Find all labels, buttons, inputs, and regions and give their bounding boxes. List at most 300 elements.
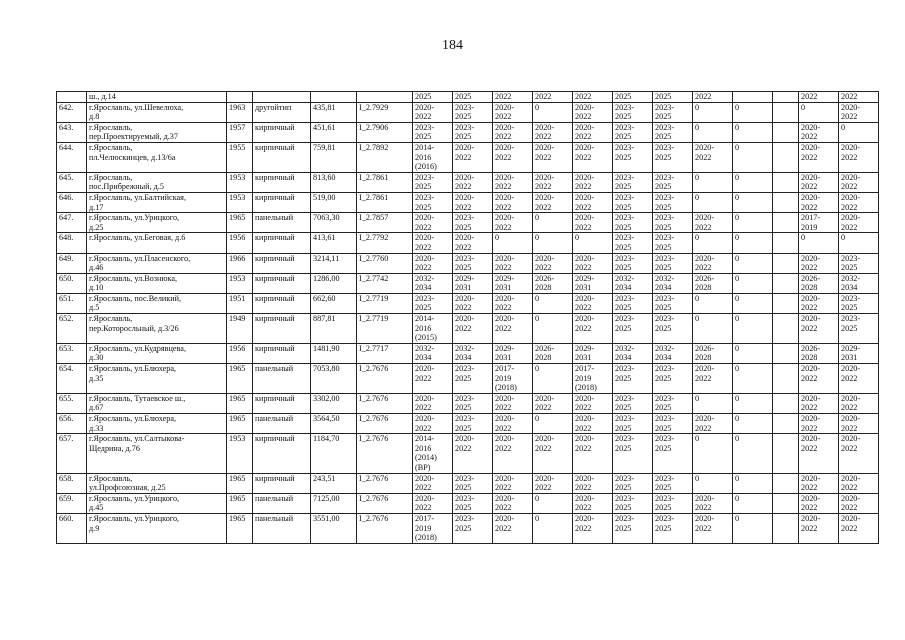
period-cell: 0 [733, 142, 773, 172]
period-cell: 0 [533, 213, 573, 233]
period-cell: 0 [693, 434, 733, 473]
year-cell: 1965 [227, 414, 253, 434]
period-cell: 2032- 2034 [653, 343, 693, 363]
period-cell: 2020- 2022 [693, 513, 733, 543]
period-cell: 2020- 2022 [839, 364, 879, 394]
period-cell: 2022 [493, 92, 533, 103]
period-cell: 2020- 2022 [799, 473, 839, 493]
period-cell: 0 [733, 513, 773, 543]
area-cell: 813,60 [311, 172, 357, 192]
period-cell: 2020- 2022 [453, 192, 493, 212]
address-cell: г.Ярославль, ул.Кудрявцева, д.30 [87, 343, 227, 363]
area-cell: 519,00 [311, 192, 357, 212]
period-cell [773, 473, 799, 493]
period-cell: 2023- 2025 [613, 293, 653, 313]
period-cell: 2023- 2025 [453, 513, 493, 543]
period-cell: 2017- 2019 (2018) [573, 364, 613, 394]
period-cell: 2020- 2022 [413, 233, 453, 253]
period-cell: 0 [533, 293, 573, 313]
period-cell: 0 [693, 473, 733, 493]
period-cell: 2020- 2022 [693, 364, 733, 394]
period-cell: 2020- 2022 [533, 142, 573, 172]
period-cell: 2025 [653, 92, 693, 103]
period-cell: 2032- 2034 [653, 273, 693, 293]
year-cell: 1949 [227, 314, 253, 344]
period-cell: 2017- 2019 (2018) [493, 364, 533, 394]
period-cell: 0 [693, 192, 733, 212]
period-cell: 2023- 2025 [653, 192, 693, 212]
period-cell [773, 434, 799, 473]
period-cell: 2020- 2022 [413, 213, 453, 233]
period-cell [773, 393, 799, 413]
period-cell: 2020- 2022 [799, 493, 839, 513]
code-cell: I_2.7676 [357, 434, 413, 473]
year-cell: 1963 [227, 102, 253, 122]
period-cell: 2023- 2025 [413, 192, 453, 212]
period-cell: 2020- 2022 [493, 293, 533, 313]
address-cell: г.Ярославль, пос.Прибрежный, д.5 [87, 172, 227, 192]
period-cell: 2020- 2022 [533, 192, 573, 212]
row-number: 647. [57, 213, 87, 233]
period-cell: 2020- 2022 [573, 142, 613, 172]
year-cell: 1966 [227, 253, 253, 273]
period-cell: 2014- 2016 (2014) (ВР) [413, 434, 453, 473]
period-cell: 0 [733, 213, 773, 233]
wall-material-cell: панельный [253, 364, 311, 394]
period-cell: 2023- 2025 [453, 493, 493, 513]
period-cell: 2020- 2022 [453, 293, 493, 313]
period-cell: 2020- 2022 [413, 253, 453, 273]
period-cell: 2032- 2034 [413, 273, 453, 293]
period-cell: 2020- 2022 [799, 142, 839, 172]
area-cell: 413,61 [311, 233, 357, 253]
code-cell: I_2.7760 [357, 253, 413, 273]
year-cell: 1956 [227, 343, 253, 363]
period-cell [773, 213, 799, 233]
period-cell: 0 [733, 364, 773, 394]
wall-material-cell: панельный [253, 493, 311, 513]
area-cell: 662,60 [311, 293, 357, 313]
table-row [57, 213, 879, 233]
period-cell: 2029- 2031 [839, 343, 879, 363]
period-cell: 2020- 2022 [493, 314, 533, 344]
period-cell [773, 142, 799, 172]
code-cell: I_2.7861 [357, 192, 413, 212]
period-cell: 2025 [613, 92, 653, 103]
period-cell: 2020- 2022 [453, 172, 493, 192]
table-row [57, 513, 879, 543]
year-cell: 1965 [227, 473, 253, 493]
address-cell: г.Ярославль, Тутаевское ш., д.67 [87, 393, 227, 413]
wall-material-cell: кирпичный [253, 253, 311, 273]
row-number: 659. [57, 493, 87, 513]
row-number: 656. [57, 414, 87, 434]
period-cell: 0 [733, 102, 773, 122]
period-cell: 0 [733, 192, 773, 212]
period-cell: 2022 [573, 92, 613, 103]
table-row [57, 192, 879, 212]
period-cell: 2017- 2019 (2018) [413, 513, 453, 543]
period-cell: 2020- 2022 [573, 172, 613, 192]
code-cell: I_2.7676 [357, 364, 413, 394]
period-cell: 2020- 2022 [573, 293, 613, 313]
period-cell [773, 253, 799, 273]
period-cell: 2023- 2025 [839, 293, 879, 313]
period-cell: 2023- 2025 [613, 253, 653, 273]
row-number: 660. [57, 513, 87, 543]
period-cell: 2023- 2025 [613, 122, 653, 142]
table-row [57, 414, 879, 434]
wall-material-cell: панельный [253, 513, 311, 543]
period-cell: 2026- 2028 [533, 343, 573, 363]
wall-material-cell: панельный [253, 414, 311, 434]
period-cell: 2023- 2025 [453, 414, 493, 434]
period-cell: 0 [733, 253, 773, 273]
wall-material-cell: кирпичный [253, 273, 311, 293]
period-cell: 2026- 2028 [799, 273, 839, 293]
period-cell: 2023- 2025 [653, 102, 693, 122]
code-cell: I_2.7676 [357, 473, 413, 493]
period-cell: 2020- 2022 [493, 393, 533, 413]
period-cell: 2023- 2025 [613, 493, 653, 513]
period-cell: 2020- 2022 [799, 293, 839, 313]
period-cell: 0 [693, 314, 733, 344]
row-number: 653. [57, 343, 87, 363]
period-cell: 2020- 2022 [799, 253, 839, 273]
period-cell: 0 [533, 102, 573, 122]
period-cell: 2020- 2022 [573, 393, 613, 413]
code-cell: I_2.7792 [357, 233, 413, 253]
period-cell: 0 [693, 122, 733, 142]
period-cell: 2020- 2022 [493, 253, 533, 273]
period-cell: 2020- 2022 [839, 213, 879, 233]
period-cell: 2020- 2022 [573, 493, 613, 513]
year-cell: 1953 [227, 172, 253, 192]
period-cell: 2023- 2025 [839, 253, 879, 273]
period-cell: 2023- 2025 [453, 213, 493, 233]
period-cell: 2020- 2022 [493, 473, 533, 493]
period-cell: 2020- 2022 [533, 253, 573, 273]
period-cell: 2020- 2022 [693, 213, 733, 233]
table-row [57, 364, 879, 394]
period-cell: 2023- 2025 [653, 172, 693, 192]
period-cell: 2020- 2022 [493, 513, 533, 543]
period-cell: 2020- 2022 [573, 414, 613, 434]
period-cell: 2020- 2022 [799, 172, 839, 192]
period-cell: 2020- 2022 [573, 473, 613, 493]
period-cell: 0 [533, 513, 573, 543]
period-cell: 2020- 2022 [839, 414, 879, 434]
period-cell: 2020- 2022 [453, 233, 493, 253]
period-cell: 2020- 2022 [799, 314, 839, 344]
period-cell: 0 [733, 493, 773, 513]
repair-schedule-table [56, 91, 879, 544]
period-cell: 2023- 2025 [653, 213, 693, 233]
area-cell: 887,81 [311, 314, 357, 344]
table-row [57, 142, 879, 172]
period-cell: 2020- 2022 [413, 473, 453, 493]
period-cell: 2020- 2022 [453, 434, 493, 473]
period-cell: 2022 [839, 92, 879, 103]
row-number: 652. [57, 314, 87, 344]
period-cell: 2023- 2025 [453, 102, 493, 122]
code-cell: I_2.7676 [357, 393, 413, 413]
wall-material-cell: кирпичный [253, 122, 311, 142]
table-row [57, 92, 879, 103]
area-cell: 1481,90 [311, 343, 357, 363]
period-cell: 0 [733, 233, 773, 253]
area-cell: 3214,11 [311, 253, 357, 273]
period-cell: 2023- 2025 [653, 434, 693, 473]
period-cell: 2029- 2031 [493, 273, 533, 293]
period-cell: 2020- 2022 [693, 493, 733, 513]
wall-material-cell: другойтип [253, 102, 311, 122]
period-cell: 2023- 2025 [613, 102, 653, 122]
period-cell: 2023- 2025 [653, 393, 693, 413]
year-cell: 1965 [227, 513, 253, 543]
address-cell: г.Ярославль, пер.Которосльный, д.3/26 [87, 314, 227, 344]
wall-material-cell: кирпичный [253, 192, 311, 212]
area-cell: 3551,00 [311, 513, 357, 543]
period-cell: 2020- 2022 [693, 414, 733, 434]
period-cell: 2020- 2022 [693, 253, 733, 273]
period-cell: 2020- 2022 [573, 213, 613, 233]
year-cell [227, 92, 253, 103]
year-cell: 1965 [227, 493, 253, 513]
period-cell: 2023- 2025 [653, 513, 693, 543]
row-number: 650. [57, 273, 87, 293]
period-cell: 0 [693, 172, 733, 192]
period-cell: 2023- 2025 [653, 414, 693, 434]
wall-material-cell [253, 92, 311, 103]
period-cell: 2020- 2022 [839, 142, 879, 172]
period-cell: 2023- 2025 [613, 314, 653, 344]
row-number: 655. [57, 393, 87, 413]
period-cell: 2020- 2022 [799, 414, 839, 434]
period-cell [773, 122, 799, 142]
period-cell: 2020- 2022 [493, 102, 533, 122]
table-row [57, 122, 879, 142]
period-cell: 2032- 2034 [839, 273, 879, 293]
table-row [57, 102, 879, 122]
year-cell: 1957 [227, 122, 253, 142]
period-cell: 2020- 2022 [573, 122, 613, 142]
period-cell: 2020- 2022 [573, 192, 613, 212]
address-cell: г.Ярославль, ул.Профсоюзная, д.25 [87, 473, 227, 493]
address-cell: г.Ярославль, ул.Блюхера, д.35 [87, 364, 227, 394]
table-row [57, 343, 879, 363]
period-cell: 0 [839, 233, 879, 253]
period-cell: 2020- 2022 [453, 142, 493, 172]
period-cell: 2020- 2022 [573, 513, 613, 543]
period-cell: 0 [733, 434, 773, 473]
period-cell: 0 [693, 233, 733, 253]
period-cell: 2023- 2025 [613, 513, 653, 543]
wall-material-cell: кирпичный [253, 142, 311, 172]
period-cell: 2025 [413, 92, 453, 103]
period-cell: 2020- 2022 [413, 493, 453, 513]
period-cell: 2020- 2022 [453, 314, 493, 344]
period-cell: 2020- 2022 [533, 122, 573, 142]
row-number: 649. [57, 253, 87, 273]
period-cell: 2020- 2022 [839, 434, 879, 473]
period-cell: 2020- 2022 [839, 473, 879, 493]
table-row [57, 253, 879, 273]
year-cell: 1956 [227, 233, 253, 253]
code-cell: I_2.7906 [357, 122, 413, 142]
period-cell: 2029- 2031 [573, 343, 613, 363]
area-cell: 7063,30 [311, 213, 357, 233]
period-cell: 2023- 2025 [613, 213, 653, 233]
period-cell: 2020- 2022 [573, 253, 613, 273]
period-cell: 2020- 2022 [839, 493, 879, 513]
period-cell: 2023- 2025 [839, 314, 879, 344]
period-cell: 2020- 2022 [799, 434, 839, 473]
period-cell: 2020- 2022 [799, 513, 839, 543]
period-cell: 2023- 2025 [613, 393, 653, 413]
code-cell: I_2.7676 [357, 493, 413, 513]
period-cell: 2029- 2031 [573, 273, 613, 293]
area-cell: 435,81 [311, 102, 357, 122]
period-cell [773, 513, 799, 543]
table-row [57, 314, 879, 344]
period-cell: 2020- 2022 [493, 493, 533, 513]
code-cell: I_2.7719 [357, 293, 413, 313]
period-cell: 2020- 2022 [799, 393, 839, 413]
period-cell: 2023- 2025 [653, 473, 693, 493]
period-cell: 2014- 2016 (2016) [413, 142, 453, 172]
period-cell [773, 273, 799, 293]
code-cell [357, 92, 413, 103]
period-cell: 2020- 2022 [839, 172, 879, 192]
period-cell: 0 [533, 493, 573, 513]
table-row [57, 233, 879, 253]
period-cell: 2020- 2022 [493, 213, 533, 233]
period-cell [773, 92, 799, 103]
period-cell: 2023- 2025 [613, 142, 653, 172]
period-cell: 2023- 2025 [413, 122, 453, 142]
period-cell: 0 [733, 122, 773, 142]
row-number: 645. [57, 172, 87, 192]
period-cell: 2029- 2031 [493, 343, 533, 363]
row-number: 648. [57, 233, 87, 253]
period-cell: 0 [693, 393, 733, 413]
period-cell: 2026- 2028 [533, 273, 573, 293]
period-cell: 2032- 2034 [613, 273, 653, 293]
area-cell: 759,81 [311, 142, 357, 172]
area-cell: 3302,00 [311, 393, 357, 413]
period-cell: 0 [733, 172, 773, 192]
address-cell: г.Ярославль, ул.Урицкого, д.45 [87, 493, 227, 513]
period-cell: 2023- 2025 [613, 434, 653, 473]
period-cell: 2023- 2025 [613, 172, 653, 192]
period-cell: 2017- 2019 [799, 213, 839, 233]
period-cell: 0 [533, 233, 573, 253]
code-cell: I_2.7742 [357, 273, 413, 293]
period-cell: 0 [733, 293, 773, 313]
area-cell: 451,61 [311, 122, 357, 142]
period-cell: 2023- 2025 [453, 253, 493, 273]
address-cell: г.Ярославль, ул.Вознюка, д.10 [87, 273, 227, 293]
period-cell: 2026- 2028 [693, 273, 733, 293]
table-row [57, 393, 879, 413]
year-cell: 1965 [227, 364, 253, 394]
period-cell: 2023- 2025 [653, 253, 693, 273]
period-cell: 2020- 2022 [799, 364, 839, 394]
address-cell: г.Ярославль, ул.Урицкого, д.25 [87, 213, 227, 233]
wall-material-cell: кирпичный [253, 172, 311, 192]
year-cell: 1953 [227, 273, 253, 293]
code-cell: I_2.7892 [357, 142, 413, 172]
period-cell: 0 [733, 473, 773, 493]
period-cell: 2023- 2025 [613, 414, 653, 434]
period-cell [773, 172, 799, 192]
year-cell: 1965 [227, 213, 253, 233]
period-cell: 2020- 2022 [839, 192, 879, 212]
period-cell: 2020- 2022 [839, 513, 879, 543]
wall-material-cell: кирпичный [253, 393, 311, 413]
period-cell: 2023- 2025 [653, 293, 693, 313]
period-cell: 0 [573, 233, 613, 253]
row-number: 651. [57, 293, 87, 313]
period-cell [773, 414, 799, 434]
period-cell: 0 [839, 122, 879, 142]
area-cell [311, 92, 357, 103]
table-body [57, 92, 879, 544]
period-cell: 2020- 2022 [839, 393, 879, 413]
period-cell [773, 343, 799, 363]
period-cell: 2023- 2025 [413, 172, 453, 192]
table-row [57, 473, 879, 493]
period-cell [773, 102, 799, 122]
code-cell: I_2.7676 [357, 414, 413, 434]
period-cell [773, 493, 799, 513]
table-row [57, 434, 879, 473]
period-cell: 0 [693, 293, 733, 313]
period-cell: 2020- 2022 [533, 473, 573, 493]
period-cell: 2032- 2034 [453, 343, 493, 363]
period-cell: 2029- 2031 [453, 273, 493, 293]
row-number: 658. [57, 473, 87, 493]
row-number: 657. [57, 434, 87, 473]
period-cell: 2020- 2022 [493, 414, 533, 434]
address-cell: г.Ярославль, ул.Шевелюха, д.8 [87, 102, 227, 122]
period-cell: 2020- 2022 [839, 102, 879, 122]
address-cell: г.Ярославль, ул.Блюхера, д.33 [87, 414, 227, 434]
period-cell: 2023- 2025 [653, 314, 693, 344]
period-cell: 0 [493, 233, 533, 253]
area-cell: 7053,80 [311, 364, 357, 394]
period-cell: 2020- 2022 [493, 172, 533, 192]
code-cell: I_2.7717 [357, 343, 413, 363]
period-cell: 2020- 2022 [799, 122, 839, 142]
period-cell: 2032- 2034 [413, 343, 453, 363]
period-cell: 2020- 2022 [413, 393, 453, 413]
address-cell: г.Ярославль, пер.Проектируемый, д.37 [87, 122, 227, 142]
period-cell: 2020- 2022 [573, 102, 613, 122]
area-cell: 3564,50 [311, 414, 357, 434]
period-cell [773, 314, 799, 344]
period-cell: 2023- 2025 [413, 293, 453, 313]
area-cell: 1286,00 [311, 273, 357, 293]
period-cell: 2020- 2022 [573, 314, 613, 344]
row-number [57, 92, 87, 103]
period-cell: 2020- 2022 [493, 142, 533, 172]
period-cell: 2023- 2025 [453, 393, 493, 413]
period-cell: 2023- 2025 [613, 233, 653, 253]
period-cell: 0 [733, 314, 773, 344]
wall-material-cell: кирпичный [253, 314, 311, 344]
